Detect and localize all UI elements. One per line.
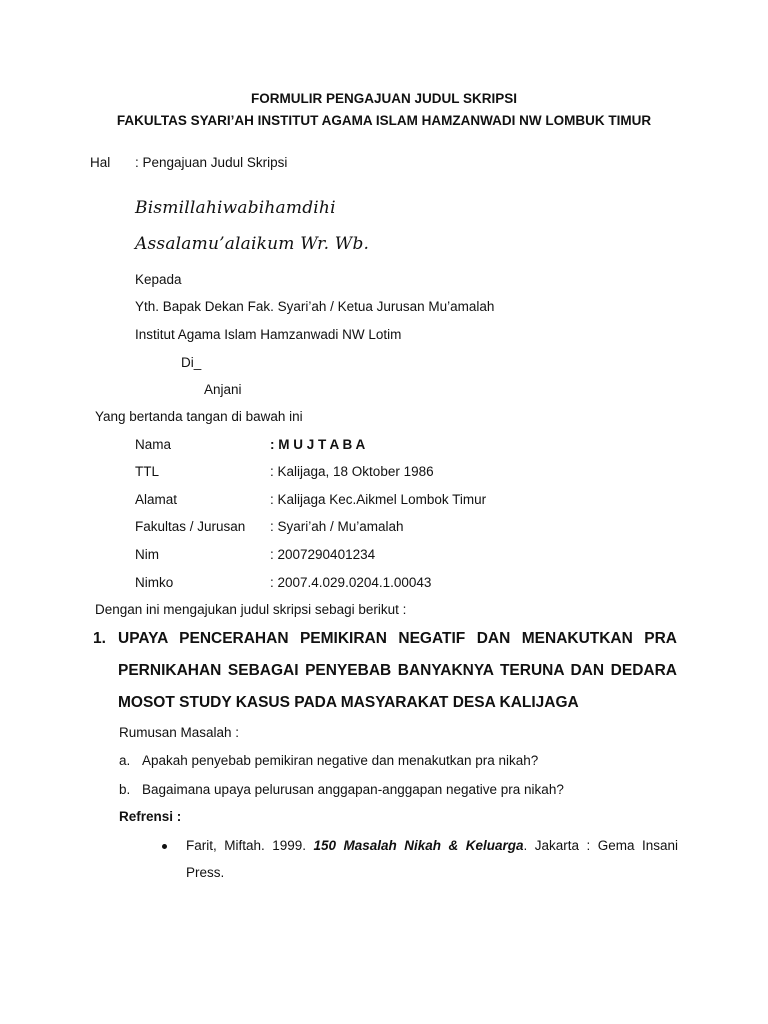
- thesis-title-line-3: MOSOT STUDY KASUS PADA MASYARAKAT DESA KALIJAGA: [118, 694, 579, 711]
- field-value-nimko: : 2007.4.029.0204.1.00043: [270, 575, 432, 590]
- field-label-nim: Nim: [135, 547, 159, 562]
- field-label-ttl: TTL: [135, 464, 160, 479]
- form-title: FORMULIR PENGAJUAN JUDUL SKRIPSI: [250, 91, 518, 106]
- greeting-salam: Assalamu’alaikum Wr. Wb.: [135, 234, 370, 254]
- bullet-icon: [162, 844, 167, 849]
- question-text-a: Apakah penyebab pemikiran negative dan menakutkan pra nikah?: [142, 753, 539, 768]
- faculty-subtitle: FAKULTAS SYARI’AH INSTITUT AGAMA ISLAM HAMZANWADI NW LOMBUK TIMUR: [116, 113, 652, 128]
- field-value-alamat: : Kalijaga Kec.Aikmel Lombok Timur: [270, 492, 487, 507]
- refrensi-label: Refrensi :: [119, 809, 182, 824]
- thesis-title-line-1: UPAYA PENCERAHAN PEMIKIRAN NEGATIF DAN MENAKUTKAN PRA: [118, 630, 677, 647]
- field-label-alamat: Alamat: [135, 492, 178, 507]
- reference-publisher: . Jakarta : Gema Insani: [523, 838, 678, 853]
- field-label-nimko: Nimko: [135, 575, 174, 590]
- question-marker-a: a.: [119, 753, 131, 768]
- address-di: Di_: [181, 355, 202, 370]
- hal-value: : Pengajuan Judul Skripsi: [135, 155, 288, 170]
- hal-label: Hal: [90, 155, 111, 170]
- reference-author: Farit, Miftah. 1999.: [186, 838, 307, 853]
- question-marker-b: b.: [119, 782, 131, 797]
- greeting-bismillah: Bismillahiwabihamdihi: [135, 198, 336, 218]
- field-value-nim: : 2007290401234: [270, 547, 376, 562]
- thesis-number: 1.: [93, 630, 106, 647]
- field-value-nama: : M U J T A B A: [270, 437, 366, 452]
- address-kepada: Kepada: [135, 272, 182, 287]
- question-text-b: Bagaimana upaya pelurusan anggapan-anggapan negative pra nikah?: [142, 782, 564, 797]
- reference-line-2: Press.: [186, 865, 225, 880]
- rumusan-label: Rumusan Masalah :: [119, 725, 240, 740]
- submission-text: Dengan ini mengajukan judul skripsi sebagi berikut :: [95, 602, 407, 617]
- field-label-fakultas: Fakultas / Jurusan: [135, 519, 246, 534]
- field-label-nama: Nama: [135, 437, 172, 452]
- field-value-fakultas: : Syari’ah / Mu’amalah: [270, 519, 404, 534]
- reference-book-title: 150 Masalah Nikah & Keluarga: [313, 838, 524, 853]
- intro-text: Yang bertanda tangan di bawah ini: [95, 409, 303, 424]
- address-line-2: Institut Agama Islam Hamzanwadi NW Lotim: [135, 327, 402, 342]
- address-place: Anjani: [204, 382, 242, 397]
- thesis-title-line-2: PERNIKAHAN SEBAGAI PENYEBAB BANYAKNYA TERUNA DAN DEDARA: [118, 662, 677, 679]
- address-line-1: Yth. Bapak Dekan Fak. Syari’ah / Ketua Jurusan Mu’amalah: [135, 299, 495, 314]
- field-value-ttl: : Kalijaga, 18 Oktober 1986: [270, 464, 434, 479]
- reference-line-1: [186, 838, 678, 853]
